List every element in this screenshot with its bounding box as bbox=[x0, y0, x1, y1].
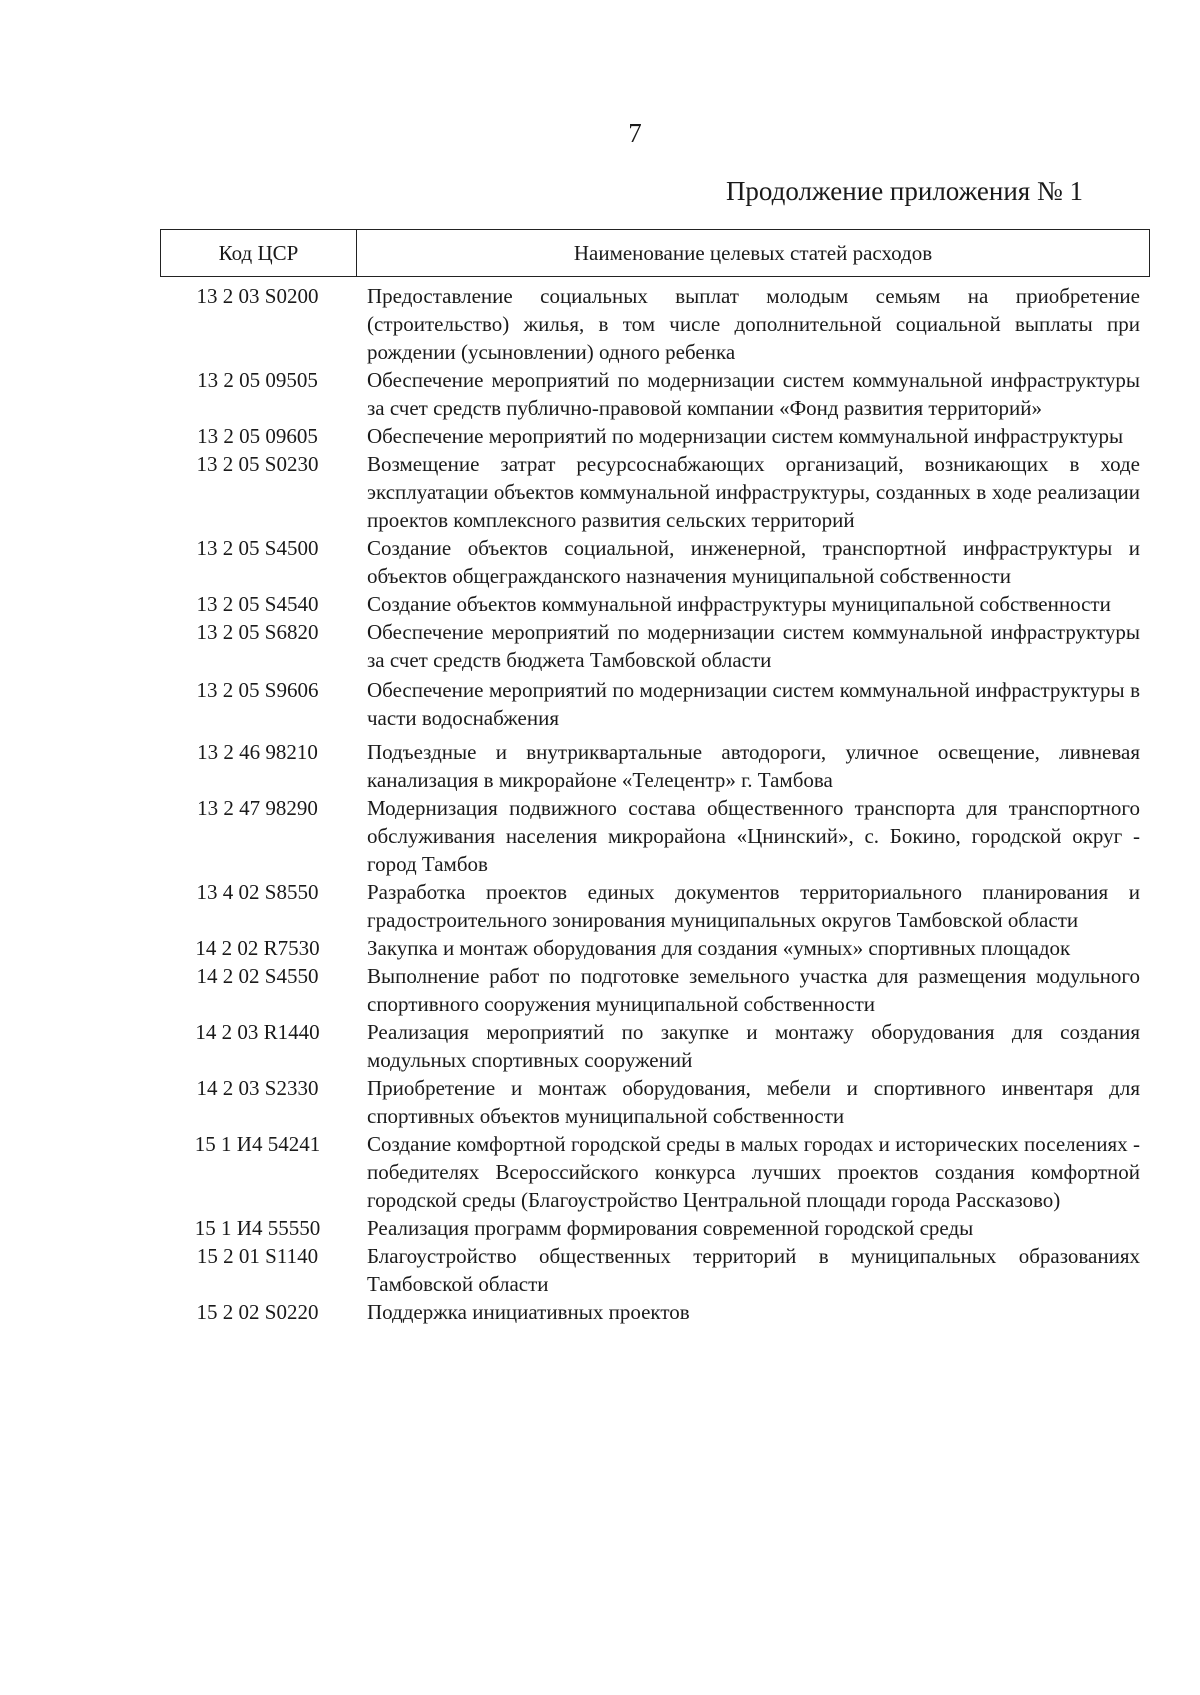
row-name: Разработка проектов единых документов территориального планирования и градостроительного зонирования муниципальных округов Тамбовской области bbox=[367, 880, 1140, 932]
table-row bbox=[160, 366, 1150, 422]
table-row bbox=[160, 450, 1150, 534]
table-row bbox=[160, 1298, 1150, 1326]
row-name: Реализация программ формирования современной городской среды bbox=[367, 1216, 974, 1240]
row-code: 13 2 05 09505 bbox=[197, 368, 318, 392]
table-row bbox=[160, 794, 1150, 878]
table-header bbox=[160, 229, 1150, 277]
table-row bbox=[160, 962, 1150, 1018]
row-name: Предоставление социальных выплат молодым семьям на приобретение (строительство) жилья, в том числе дополнительной социальной выплаты при рождении (усыновлении) одного ребенка bbox=[367, 284, 1140, 364]
page-number: 7 bbox=[628, 118, 642, 148]
row-name: Приобретение и монтаж оборудования, мебели и спортивного инвентаря для спортивных объектов муниципальной собственности bbox=[367, 1076, 1140, 1128]
header-name: Наименование целевых статей расходов bbox=[573, 240, 933, 265]
row-name: Создание комфортной городской среды в малых городах и исторических поселениях - победителях Всероссийского конкурса лучших проектов создания комфортной городской среды (Благоустройство Центральной площади города Рассказово) bbox=[367, 1132, 1140, 1212]
row-name: Возмещение затрат ресурсоснабжающих организаций, возникающих в ходе эксплуатации объектов коммунальной инфраструктуры, созданных в ходе реализации проектов комплексного развития сельских территорий bbox=[367, 452, 1140, 532]
row-code: 13 2 05 S4500 bbox=[196, 536, 319, 560]
table-row bbox=[160, 618, 1150, 674]
table-row bbox=[160, 1214, 1150, 1242]
header-code: Код ЦСР bbox=[161, 230, 357, 276]
table-row bbox=[160, 1018, 1150, 1074]
row-code: 14 2 03 R1440 bbox=[195, 1020, 320, 1044]
row-name: Обеспечение мероприятий по модернизации систем коммунальной инфраструктуры в части водоснабжения bbox=[367, 678, 1140, 730]
row-code: 15 1 И4 55550 bbox=[194, 1216, 321, 1240]
table-row bbox=[160, 1130, 1150, 1214]
row-name: Модернизация подвижного состава общественного транспорта для транспортного обслуживания населения микрорайона «Цнинский», с. Бокино, городской округ - город Тамбов bbox=[367, 796, 1140, 876]
table-row bbox=[160, 738, 1150, 794]
row-name: Благоустройство общественных территорий в муниципальных образованиях Тамбовской области bbox=[367, 1244, 1140, 1296]
table-row bbox=[160, 1074, 1150, 1130]
row-name: Обеспечение мероприятий по модернизации систем коммунальной инфраструктуры за счет средств публично-правовой компании «Фонд развития территорий» bbox=[367, 368, 1140, 420]
row-name: Закупка и монтаж оборудования для создания «умных» спортивных площадок bbox=[367, 936, 1071, 960]
row-code: 13 2 03 S0200 bbox=[196, 284, 319, 308]
row-name: Создание объектов социальной, инженерной, транспортной инфраструктуры и объектов общегражданского назначения муниципальной собственности bbox=[367, 536, 1140, 588]
table-row bbox=[160, 934, 1150, 962]
row-code: 13 4 02 S8550 bbox=[196, 880, 319, 904]
row-name: Подъездные и внутриквартальные автодороги, уличное освещение, ливневая канализация в микрорайоне «Телецентр» г. Тамбова bbox=[367, 740, 1140, 792]
row-code: 15 2 02 S0220 bbox=[196, 1300, 319, 1324]
row-name: Поддержка инициативных проектов bbox=[367, 1300, 690, 1324]
row-name: Выполнение работ по подготовке земельного участка для размещения модульного спортивного сооружения муниципальной собственности bbox=[367, 964, 1140, 1016]
row-code: 13 2 05 S6820 bbox=[196, 620, 319, 644]
row-code: 13 2 46 98210 bbox=[197, 740, 318, 764]
row-code: 13 2 05 S9606 bbox=[196, 678, 319, 702]
table-row bbox=[160, 676, 1150, 732]
row-code: 13 2 05 09605 bbox=[197, 424, 318, 448]
row-code: 15 2 01 S1140 bbox=[196, 1244, 319, 1268]
row-code: 13 2 47 98290 bbox=[197, 796, 318, 820]
table-row bbox=[160, 422, 1150, 450]
row-code: 13 2 05 S0230 bbox=[196, 452, 319, 476]
row-name: Обеспечение мероприятий по модернизации систем коммунальной инфраструктуры bbox=[367, 424, 1124, 448]
appendix-title: Продолжение приложения № 1 bbox=[725, 176, 1083, 206]
table-body bbox=[160, 282, 1150, 1326]
table-row bbox=[160, 1242, 1150, 1298]
row-code: 15 1 И4 54241 bbox=[194, 1132, 321, 1156]
row-code: 14 2 02 R7530 bbox=[195, 936, 320, 960]
row-name: Обеспечение мероприятий по модернизации систем коммунальной инфраструктуры за счет средств бюджета Тамбовской области bbox=[367, 620, 1140, 672]
row-code: 14 2 02 S4550 bbox=[196, 964, 319, 988]
row-name: Создание объектов коммунальной инфраструктуры муниципальной собственности bbox=[367, 592, 1111, 616]
row-name: Реализация мероприятий по закупке и монтажу оборудования для создания модульных спортивных сооружений bbox=[367, 1020, 1140, 1072]
table-row bbox=[160, 534, 1150, 590]
table-row bbox=[160, 590, 1150, 618]
row-code: 14 2 03 S2330 bbox=[196, 1076, 319, 1100]
table-row bbox=[160, 282, 1150, 366]
row-code: 13 2 05 S4540 bbox=[196, 592, 319, 616]
table-row bbox=[160, 878, 1150, 934]
